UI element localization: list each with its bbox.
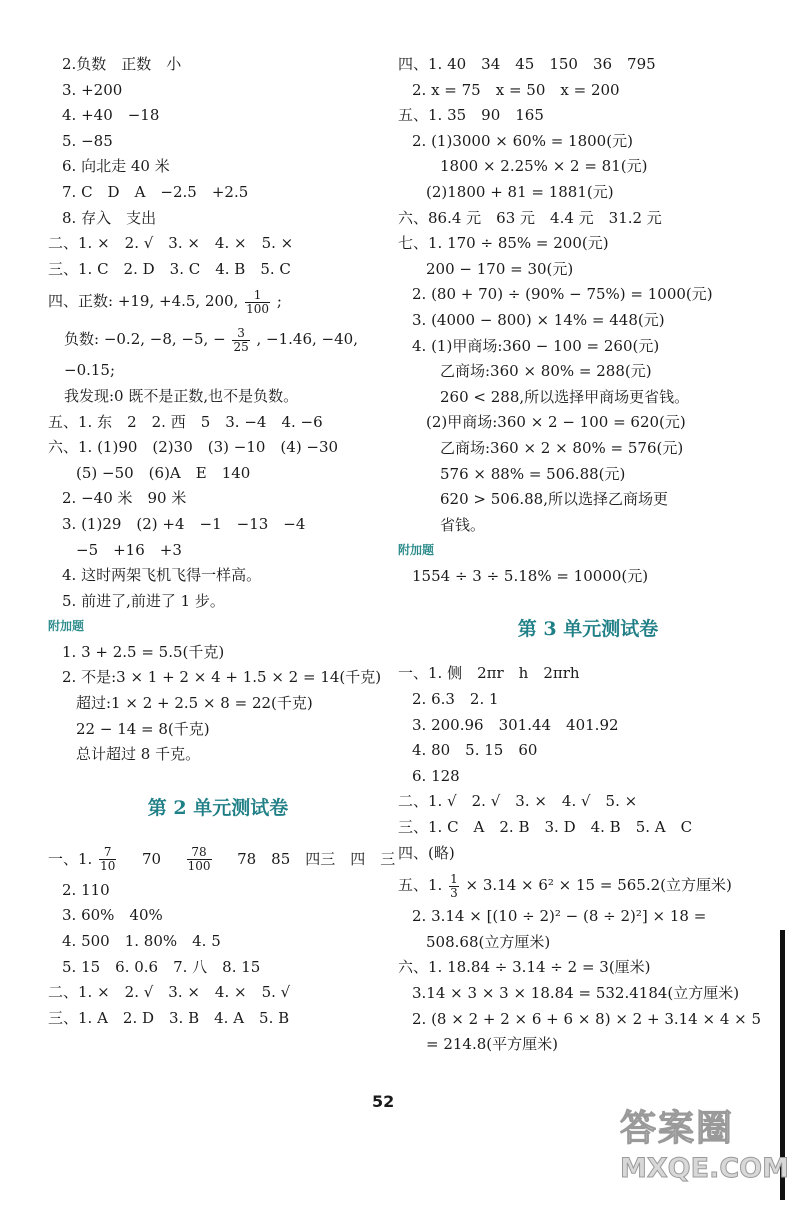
answer-line: 乙商场:360 × 2 × 80% = 576(元) — [440, 438, 684, 457]
fraction-numerator: 78 — [187, 846, 212, 860]
answer-line: 8. 存入 支出 — [62, 208, 157, 227]
u3-wu-prefix: 五、1. — [398, 876, 443, 895]
right-column — [398, 52, 778, 1058]
answer-line: 2. 3.14 × [(10 ÷ 2)² − (8 ÷ 2)²] × 18 = — [412, 907, 707, 926]
answer-line: 2. 不是:3 × 1 + 2 × 4 + 1.5 × 2 = 14(千克) — [62, 668, 382, 687]
answer-line: 4. +40 −18 — [62, 106, 160, 125]
answer-line: −5 +16 +3 — [76, 540, 182, 559]
answer-line: 5. 前进了,前进了 1 步。 — [62, 591, 225, 610]
answer-line: 260 < 288,所以选择甲商场更省钱。 — [440, 387, 690, 406]
fraction-denominator: 3 — [450, 885, 458, 900]
unit-3-section-liu: 六、1. 18.84 ÷ 3.14 ÷ 2 = 3(厘米) — [398, 958, 651, 977]
unit-3-section-san: 三、1. C A 2. B 3. D 4. B 5. A C — [398, 818, 693, 837]
neg-prefix: 负数: −0.2, −8, −5, − — [64, 330, 226, 349]
answer-line: 200 − 170 = 30(元) — [426, 259, 574, 278]
answer-line: 3.14 × 3 × 3 × 18.84 = 532.4184(立方厘米) — [412, 984, 740, 1002]
u3-wu-suffix: × 3.14 × 6² × 15 = 565.2(立方厘米) — [465, 876, 732, 895]
answer-line: 2. −40 米 90 米 — [62, 489, 187, 508]
unit-3-section-er: 二、1. √ 2. √ 3. × 4. √ 5. × — [398, 792, 638, 811]
fraction — [449, 873, 459, 900]
answer-line: (5) −50 (6)A E 140 — [76, 463, 251, 482]
fraction-denominator: 100 — [187, 859, 211, 874]
answer-line: = 214.8(平方厘米) — [426, 1035, 558, 1054]
fraction-numerator: 7 — [99, 846, 116, 860]
answer-line: 2. (80 + 70) ÷ (90% − 75%) = 1000(元) — [412, 285, 713, 304]
neg-suffix: , −1.46, −40, — [256, 330, 358, 349]
unit-3-title: 第 3 单元测试卷 — [517, 618, 659, 641]
section-wu: 五、1. 东 2 2. 西 5 3. −4 4. −6 — [48, 412, 323, 431]
answer-line: 3. 200.96 301.44 401.92 — [412, 715, 619, 734]
section-si: 四、1. 40 34 45 150 36 795 — [398, 55, 656, 73]
answer-line: 1800 × 2.25% × 2 = 81(元) — [440, 157, 648, 176]
u2-yi-prefix: 一、1. — [48, 849, 93, 868]
answer-line: 5. 15 6. 0.6 7. 八 8. 15 — [62, 957, 261, 976]
unit-3-section-si: 四、(略) — [398, 843, 455, 862]
section-si-positive — [48, 282, 388, 320]
answer-line: 2. (1)3000 × 60% = 1800(元) — [412, 131, 633, 150]
fraction-denominator: 100 — [246, 301, 270, 316]
unit-2-section-san: 三、1. A 2. D 3. B 4. A 5. B — [48, 1008, 290, 1027]
unit-2-section-er: 二、1. × 2. √ 3. × 4. × 5. √ — [48, 983, 291, 1002]
fraction — [187, 846, 212, 873]
watermark-logo: 答案圈 — [620, 1108, 735, 1149]
answer-line: 22 − 14 = 8(千克) — [76, 719, 210, 738]
answer-line: 总计超过 8 千克。 — [76, 745, 201, 764]
answer-line: 3. 60% 40% — [62, 906, 163, 925]
answer-line: 4. 500 1. 80% 4. 5 — [62, 932, 221, 951]
answer-line: 6. 向北走 40 米 — [62, 157, 170, 176]
bonus-label: 附加题 — [48, 619, 85, 634]
fraction — [232, 327, 249, 354]
answer-line: 1. 3 + 2.5 = 5.5(千克) — [62, 642, 225, 661]
unit-3-section-wu — [398, 866, 778, 904]
unit-3-section-yi: 一、1. 侧 2πr h 2πrh — [398, 664, 580, 683]
page-number: 52 — [372, 1092, 395, 1111]
si-suffix: ; — [276, 292, 282, 311]
u2-yi-mid: 70 — [141, 849, 162, 868]
answer-line: 2.负数 正数 小 — [62, 55, 182, 73]
left-column — [48, 52, 396, 1031]
section-san: 三、1. C 2. D 3. C 4. B 5. C — [48, 259, 291, 278]
answer-line: 3. (4000 − 800) × 14% = 448(元) — [412, 310, 665, 329]
u2-yi-suffix: 78 85 四三 四 三 — [237, 849, 396, 868]
answer-line: 7. C D A −2.5 +2.5 — [62, 182, 249, 201]
answer-line: 2. x = 75 x = 50 x = 200 — [412, 80, 620, 99]
answer-line: 620 > 506.88,所以选择乙商场更 — [440, 490, 668, 509]
section-wu: 五、1. 35 90 165 — [398, 106, 544, 125]
answer-line: 2. 110 — [62, 880, 110, 899]
bonus-label: 附加题 — [398, 543, 435, 558]
answer-line: 1554 ÷ 3 ÷ 5.18% = 10000(元) — [412, 566, 649, 585]
section-er: 二、1. × 2. √ 3. × 4. × 5. × — [48, 234, 294, 253]
answer-line: 4. 这时两架飞机飞得一样高。 — [62, 566, 262, 585]
si-prefix: 四、正数: +19, +4.5, 200, — [48, 292, 239, 311]
negatives-line — [48, 320, 388, 358]
negatives-line-2: −0.15; — [64, 361, 116, 380]
answer-line: 6. 128 — [412, 766, 460, 785]
watermark-site: MXQE.COM — [620, 1153, 789, 1184]
answer-line: 576 × 88% = 506.88(元) — [440, 464, 626, 483]
answer-line: 4. (1)甲商场:360 − 100 = 260(元) — [412, 336, 660, 355]
answer-line: 2. (8 × 2 + 2 × 6 + 6 × 8) × 2 + 3.14 × 4 × 5 — [412, 1009, 762, 1028]
answer-line: 乙商场:360 × 80% = 288(元) — [440, 362, 652, 381]
fraction-numerator: 3 — [232, 327, 249, 341]
answer-line: 省钱。 — [440, 515, 486, 534]
answer-line: 超过:1 × 2 + 2.5 × 8 = 22(千克) — [76, 694, 313, 713]
finding-line: 我发现:0 既不是正数,也不是负数。 — [64, 386, 299, 405]
section-qi: 七、1. 170 ÷ 85% = 200(元) — [398, 234, 609, 253]
fraction-numerator: 1 — [450, 871, 458, 886]
section-liu: 六、1. (1)90 (2)30 (3) −10 (4) −30 — [48, 438, 339, 457]
fraction-numerator: 1 — [245, 289, 270, 303]
unit-2-section-yi — [48, 840, 396, 878]
answer-line: (2)甲商场:360 × 2 − 100 = 620(元) — [426, 413, 686, 432]
fraction — [245, 289, 270, 316]
answer-line: 4. 80 5. 15 60 — [412, 741, 538, 760]
answer-line: 5. −85 — [62, 131, 113, 150]
fraction-denominator: 10 — [100, 859, 116, 874]
fraction — [99, 846, 116, 873]
answer-line: 2. 6.3 2. 1 — [412, 690, 499, 709]
answer-line: 3. (1)29 (2) +4 −1 −13 −4 — [62, 514, 306, 533]
watermark — [620, 1100, 795, 1200]
unit-2-title: 第 2 单元测试卷 — [147, 796, 289, 819]
answer-line: 508.68(立方厘米) — [426, 932, 551, 951]
fraction-denominator: 25 — [233, 339, 249, 354]
section-liu: 六、86.4 元 63 元 4.4 元 31.2 元 — [398, 208, 662, 227]
answer-line: 3. +200 — [62, 80, 123, 99]
answer-line: (2)1800 + 81 = 1881(元) — [426, 182, 614, 201]
